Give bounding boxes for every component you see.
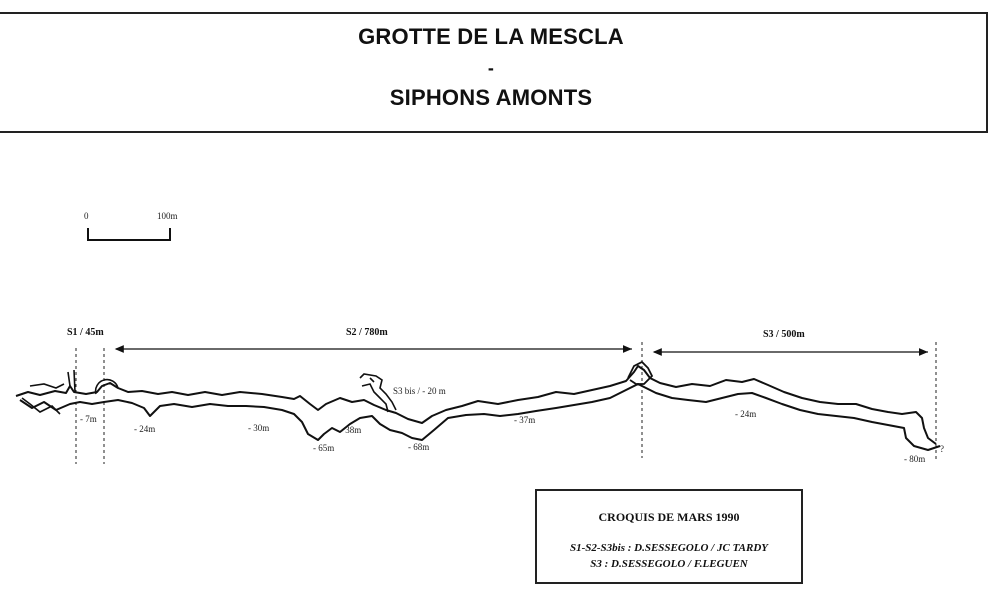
depth-label-68m: - 68m	[408, 442, 430, 452]
depth-label-65m: - 65m	[313, 443, 335, 453]
depth-label-37m: - 37m	[514, 415, 536, 425]
sump-label-s2: S2 / 780m	[346, 327, 388, 338]
scale-bar	[88, 228, 170, 240]
end-question-mark: ?	[940, 444, 944, 454]
page-title: GROTTE DE LA MESCLA	[358, 24, 624, 49]
title-separator: -	[487, 58, 495, 78]
depth-label-30m: - 30m	[248, 423, 270, 433]
depth-label-38m: - 38m	[340, 425, 362, 435]
credits-title: CROQUIS DE MARS 1990	[598, 510, 740, 524]
depth-label-s1: - 7m	[80, 414, 97, 424]
depth-label-80m: - 80m	[904, 454, 926, 464]
depth-label-s3-24m: - 24m	[735, 409, 757, 419]
depth-label-24m: - 24m	[134, 424, 156, 434]
s3bis-label: S3 bis / - 20 m	[393, 386, 446, 396]
scale-bar-start-label: 0	[84, 211, 89, 221]
scale-bar-end-label: 100m	[157, 211, 178, 221]
credits-line-1: S1-S2-S3bis : D.SESSEGOLO / JC TARDY	[569, 542, 769, 554]
credits-box	[535, 489, 803, 584]
sump-label-s3: S3 / 500m	[763, 329, 805, 340]
sump-label-s1: S1 / 45m	[67, 327, 104, 338]
credits-line-2: S3 : D.SESSEGOLO / F.LEGUEN	[590, 558, 748, 570]
junction-knot	[628, 362, 652, 384]
page-subtitle: SIPHONS AMONTS	[389, 85, 593, 110]
